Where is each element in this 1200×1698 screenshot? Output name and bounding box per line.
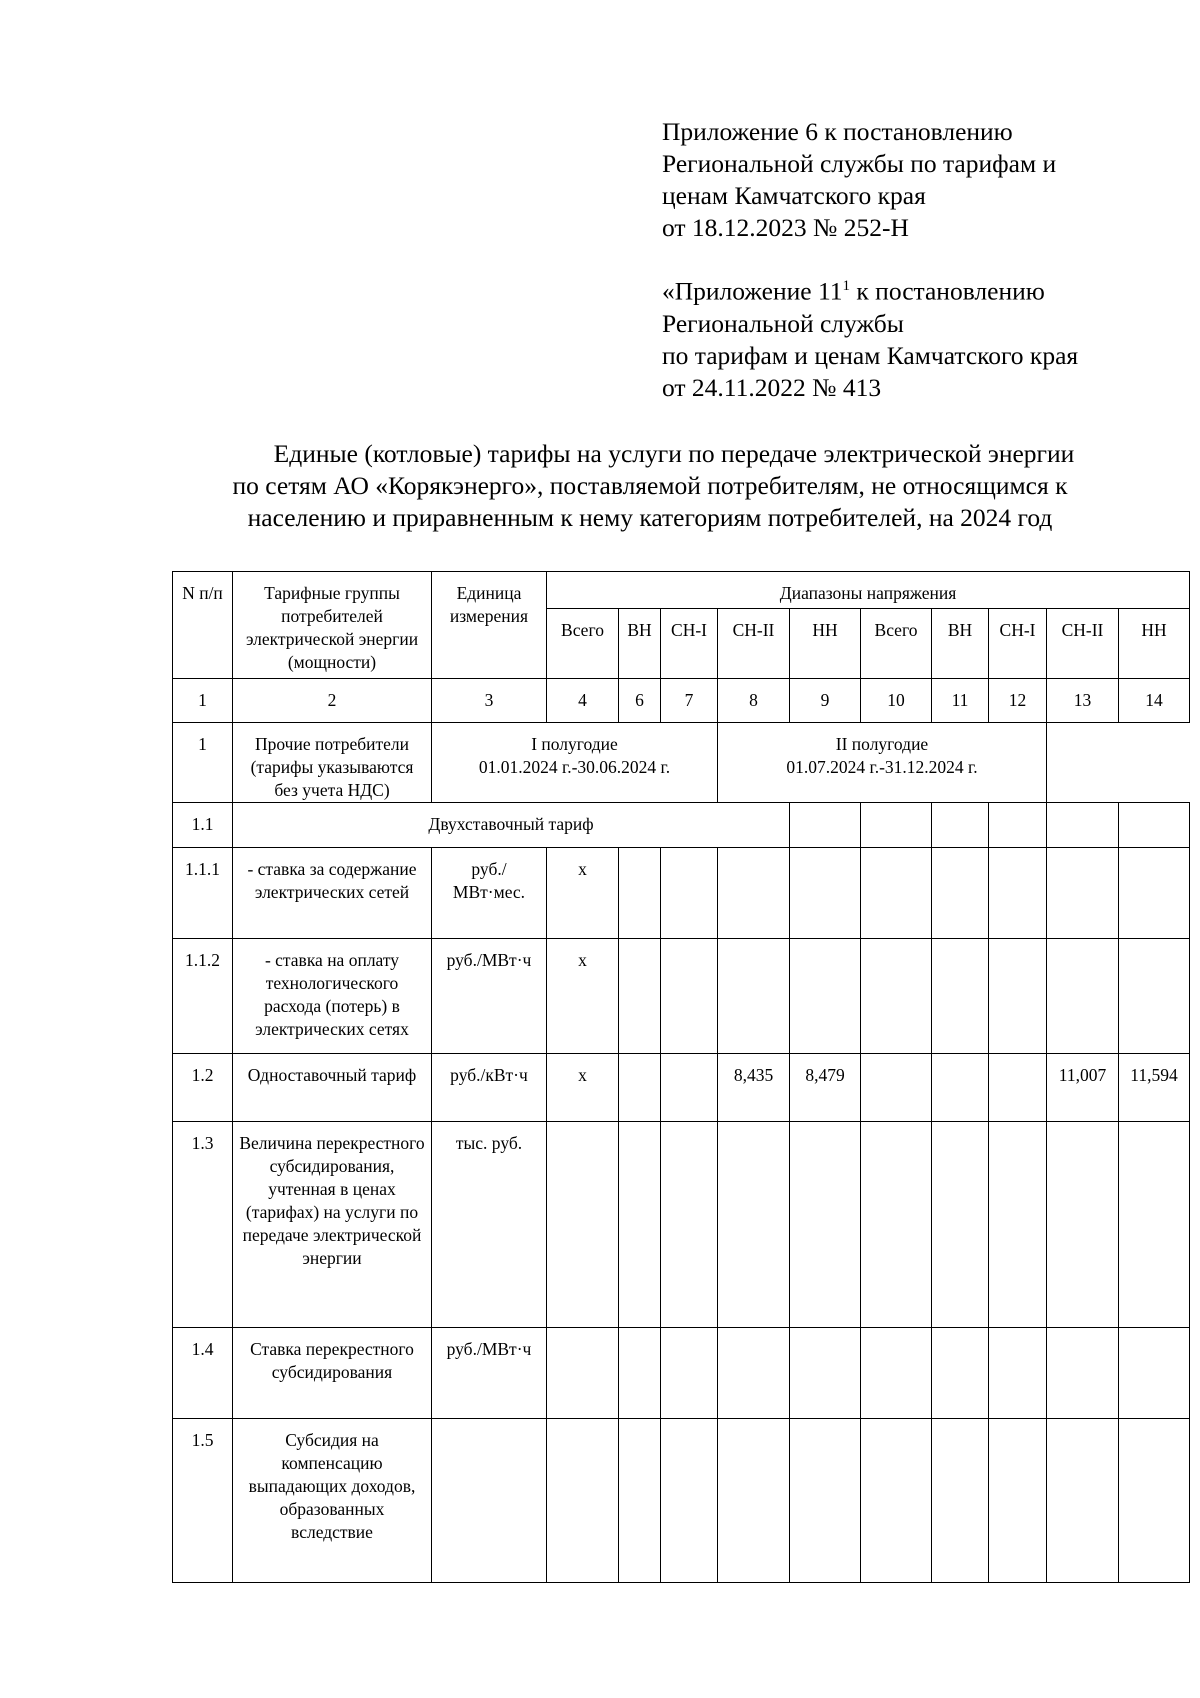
column-number: 14 xyxy=(1119,679,1190,723)
table-row xyxy=(173,848,1190,939)
value-cell xyxy=(661,848,718,939)
column-number: 9 xyxy=(790,679,861,723)
column-numbers-row xyxy=(173,679,1190,723)
value-cell: х xyxy=(547,1054,619,1122)
level-cell: СН-I xyxy=(661,609,718,679)
header-block xyxy=(662,116,1078,404)
value-cell xyxy=(790,939,861,1054)
value-cell xyxy=(1047,1419,1119,1583)
value-cell xyxy=(989,1419,1047,1583)
value-cell xyxy=(932,1122,989,1328)
table-row xyxy=(173,939,1190,1054)
value-cell xyxy=(661,1122,718,1328)
column-number: 13 xyxy=(1047,679,1119,723)
value-cell xyxy=(1119,1419,1190,1583)
half-year-1 xyxy=(432,723,718,803)
row-np: 1.4 xyxy=(173,1328,233,1419)
column-number: 8 xyxy=(718,679,790,723)
row-np: 1.5 xyxy=(173,1419,233,1583)
row-np: 1.3 xyxy=(173,1122,233,1328)
value-cell xyxy=(861,1328,932,1419)
row-unit: руб./МВт·мес. xyxy=(432,848,547,939)
value-cell xyxy=(932,1328,989,1419)
table-header-row xyxy=(173,572,1190,609)
value-cell xyxy=(619,848,661,939)
value-cell xyxy=(718,848,790,939)
value-cell xyxy=(932,848,989,939)
value-cell: х xyxy=(547,848,619,939)
value-cell xyxy=(932,939,989,1054)
column-number: 6 xyxy=(619,679,661,723)
row-name: Субсидия на компенсацию выпадающих доходов, образованных вследствие xyxy=(233,1419,432,1583)
value-cell xyxy=(718,1122,790,1328)
table-row xyxy=(173,1419,1190,1583)
value-cell xyxy=(790,1122,861,1328)
value-cell xyxy=(790,1328,861,1419)
value-cell xyxy=(989,803,1047,848)
value-cell xyxy=(718,939,790,1054)
header-line: ценам Камчатского края xyxy=(662,181,926,210)
row-unit: руб./МВт·ч xyxy=(432,1328,547,1419)
half-year-2 xyxy=(718,723,1047,803)
column-number: 10 xyxy=(861,679,932,723)
value-cell xyxy=(989,1328,1047,1419)
value-cell: 8,435 xyxy=(718,1054,790,1122)
row-name: Ставка перекрестного субсидирования xyxy=(233,1328,432,1419)
column-number: 4 xyxy=(547,679,619,723)
value-cell xyxy=(989,939,1047,1054)
value-cell xyxy=(1119,1122,1190,1328)
value-cell xyxy=(989,1054,1047,1122)
value-cell xyxy=(790,803,861,848)
column-number: 1 xyxy=(173,679,233,723)
value-cell xyxy=(547,1122,619,1328)
column-number: 7 xyxy=(661,679,718,723)
value-cell xyxy=(661,1419,718,1583)
table-row xyxy=(173,1328,1190,1419)
row-name: - ставка на оплату технологического расхода (потерь) в электрических сетях xyxy=(233,939,432,1054)
value-cell xyxy=(547,1419,619,1583)
half-year-2-label: II полугодие xyxy=(835,734,929,754)
header-line xyxy=(662,270,1078,308)
value-cell xyxy=(861,1122,932,1328)
value-cell xyxy=(1047,1328,1119,1419)
value-cell xyxy=(1119,939,1190,1054)
column-number: 11 xyxy=(932,679,989,723)
header-voltage-ranges: Диапазоны напряжения xyxy=(547,572,1190,609)
value-cell xyxy=(1047,803,1119,848)
level-cell: ВН xyxy=(619,609,661,679)
value-cell: 8,479 xyxy=(790,1054,861,1122)
half-year-1-dates: 01.01.2024 г.-30.06.2024 г. xyxy=(478,757,671,777)
row-name: Двухставочный тариф xyxy=(233,803,790,848)
level-cell: НН xyxy=(1119,609,1190,679)
value-cell: 11,007 xyxy=(1047,1054,1119,1122)
row-np: 1.2 xyxy=(173,1054,233,1122)
level-cell: СН-I xyxy=(989,609,1047,679)
header-line: Приложение 6 к постановлению xyxy=(662,117,1013,146)
table-row xyxy=(173,1054,1190,1122)
value-cell xyxy=(718,1419,790,1583)
tariff-table xyxy=(172,571,1190,1583)
value-cell xyxy=(661,1328,718,1419)
value-cell xyxy=(861,1054,932,1122)
table-row xyxy=(173,803,1190,848)
row-name: - ставка за содержание электрических сетей xyxy=(233,848,432,939)
title-line: по сетям АО «Корякэнерго», поставляемой потребителям, не относящимся к xyxy=(232,471,1068,500)
value-cell xyxy=(1047,1122,1119,1328)
level-cell: СН-II xyxy=(1047,609,1119,679)
value-cell xyxy=(932,1419,989,1583)
header-line: Региональной службы xyxy=(662,308,904,338)
value-cell xyxy=(790,1419,861,1583)
column-number: 2 xyxy=(233,679,432,723)
row-unit: тыс. руб. xyxy=(432,1122,547,1328)
header-appendix-suffix: к постановлению xyxy=(850,276,1045,306)
value-cell xyxy=(1119,1328,1190,1419)
title-line: населению и приравненным к нему категориям потребителей, на 2024 год xyxy=(247,503,1053,532)
header-np: N п/п xyxy=(173,572,233,679)
value-cell xyxy=(989,848,1047,939)
value-cell xyxy=(1119,848,1190,939)
half-year-1-label: I полугодие xyxy=(531,734,618,754)
column-number: 12 xyxy=(989,679,1047,723)
value-cell xyxy=(619,939,661,1054)
value-cell xyxy=(1047,848,1119,939)
level-cell: ВН xyxy=(932,609,989,679)
title-line: Единые (котловые) тарифы на услуги по передаче электрической энергии xyxy=(273,439,1075,468)
header-appendix-prefix: «Приложение 11 xyxy=(662,276,843,306)
level-cell: СН-II xyxy=(718,609,790,679)
value-cell xyxy=(932,803,989,848)
header-line: от 18.12.2023 № 252-Н xyxy=(662,213,909,242)
value-cell xyxy=(619,1328,661,1419)
value-cell xyxy=(1119,803,1190,848)
table-row xyxy=(173,1122,1190,1328)
level-cell: Всего xyxy=(861,609,932,679)
row-name: Величина перекрестного субсидирования, учтенная в ценах (тарифах) на услуги по передаче электрической энергии xyxy=(233,1122,432,1328)
header-unit: Единица измерения xyxy=(432,572,547,679)
row-unit: руб./МВт·ч xyxy=(432,939,547,1054)
document-title xyxy=(150,438,1150,534)
row-name: Прочие потребители (тарифы указываются без учета НДС) xyxy=(233,723,432,803)
column-number: 3 xyxy=(432,679,547,723)
row-unit: руб./кВт·ч xyxy=(432,1054,547,1122)
value-cell xyxy=(661,939,718,1054)
value-cell xyxy=(861,1419,932,1583)
header-group: Тарифные группы потребителей электрической энергии (мощности) xyxy=(233,572,432,679)
value-cell xyxy=(1047,939,1119,1054)
value-cell xyxy=(661,1054,718,1122)
value-cell xyxy=(861,803,932,848)
value-cell xyxy=(619,1054,661,1122)
value-cell xyxy=(861,939,932,1054)
header-appendix-superscript: 1 xyxy=(842,278,851,294)
value-cell xyxy=(932,1054,989,1122)
header-line: по тарифам и ценам Камчатского края xyxy=(662,340,1079,370)
table-row xyxy=(173,723,1190,803)
header-line: Региональной службы по тарифам и xyxy=(662,149,1057,178)
value-cell xyxy=(547,1328,619,1419)
row-name: Одноставочный тариф xyxy=(233,1054,432,1122)
row-np: 1.1.2 xyxy=(173,939,233,1054)
value-cell xyxy=(619,1122,661,1328)
value-cell xyxy=(619,1419,661,1583)
value-cell xyxy=(861,848,932,939)
half-year-2-dates: 01.07.2024 г.-31.12.2024 г. xyxy=(786,757,978,777)
row-np: 1.1.1 xyxy=(173,848,233,939)
value-cell: 11,594 xyxy=(1119,1054,1190,1122)
row-unit xyxy=(432,1419,547,1583)
row-np: 1 xyxy=(173,723,233,803)
level-cell: НН xyxy=(790,609,861,679)
value-cell xyxy=(989,1122,1047,1328)
level-cell: Всего xyxy=(547,609,619,679)
value-cell xyxy=(790,848,861,939)
value-cell xyxy=(718,1328,790,1419)
row-np: 1.1 xyxy=(173,803,233,848)
value-cell: х xyxy=(547,939,619,1054)
header-line: от 24.11.2022 № 413 xyxy=(662,372,882,402)
